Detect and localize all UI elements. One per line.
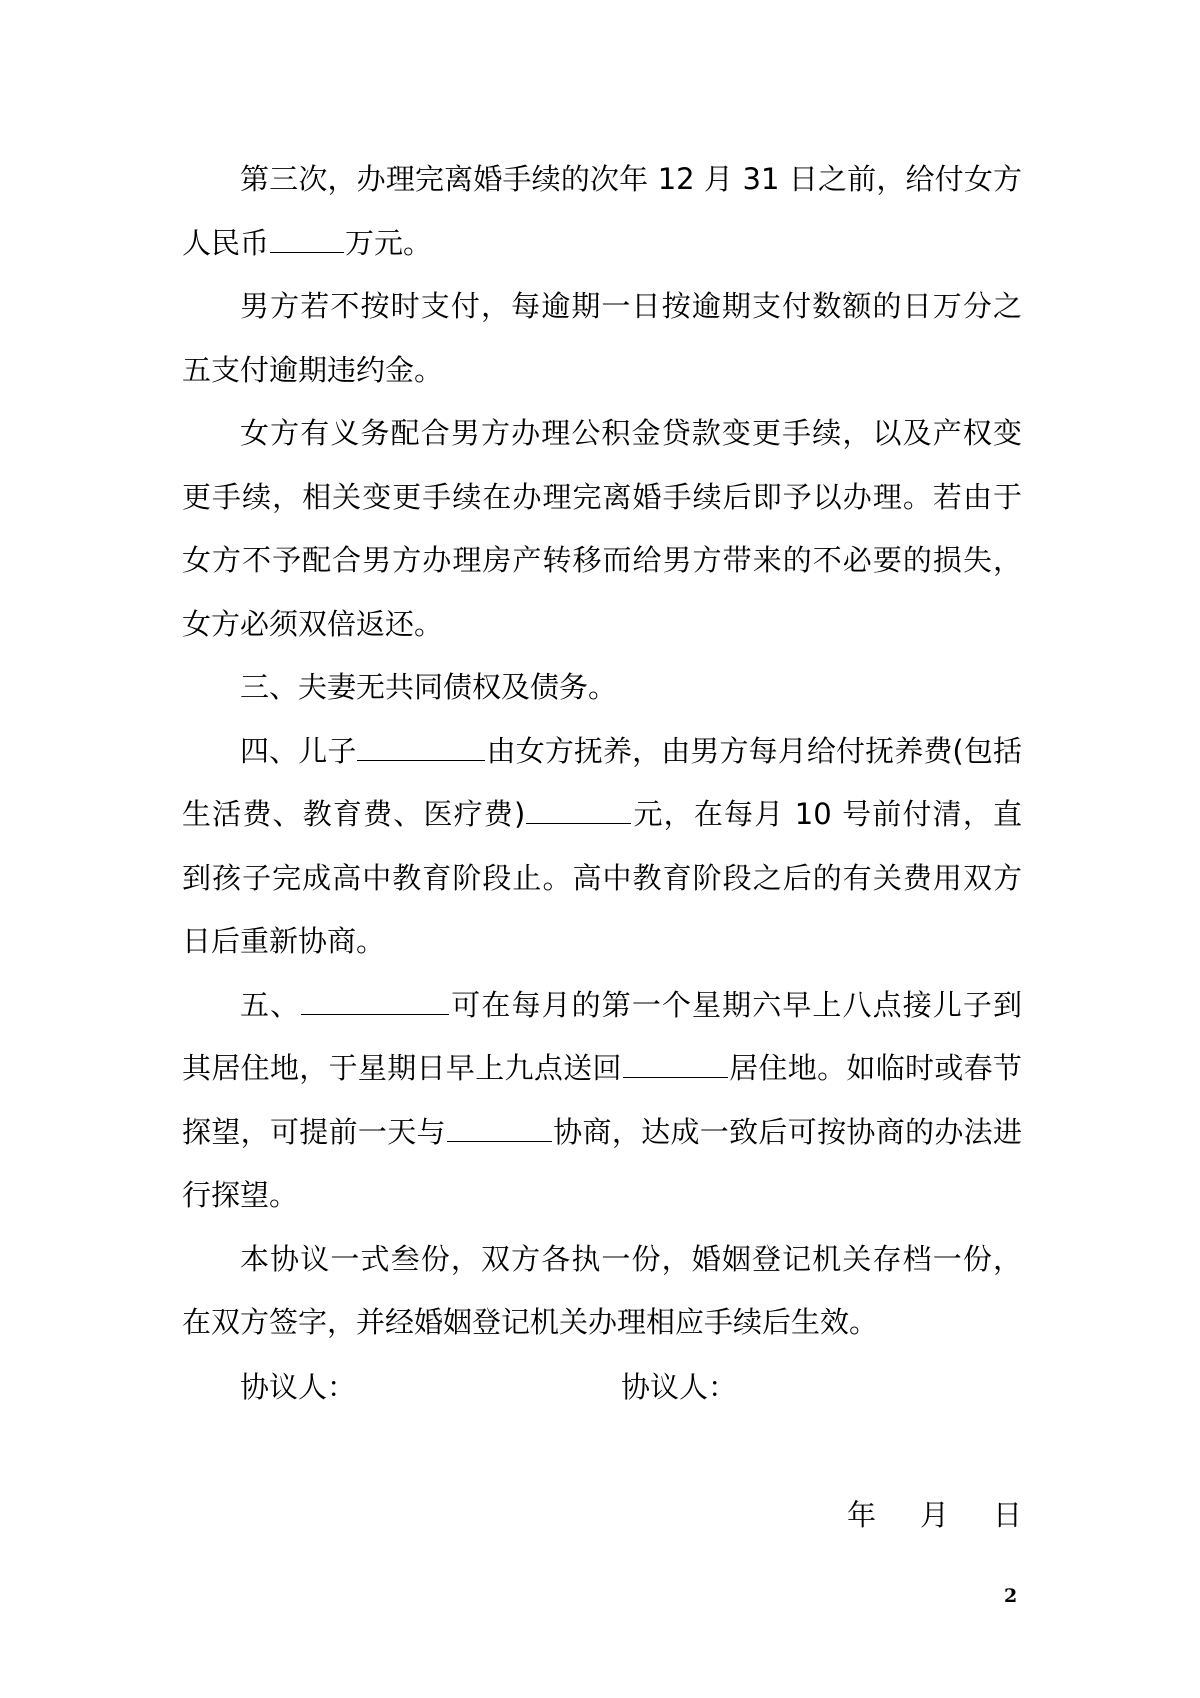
signature-row [240,1356,1020,1420]
paragraph-text: 四、儿子 [240,733,357,768]
signatory-left-label: 协议人： [240,1370,357,1404]
paragraph-text: 三、夫妻无共同债权及债务。 [240,670,618,704]
document-body [182,148,1022,1355]
paragraph-loan-transfer [182,402,1022,656]
paragraph-text: 元，在每月 10 号前付清，直到孩子完成高中教育阶段止。高中教育阶段之后的有关费用双方日后重新协商。 [182,797,1022,958]
paragraph-text: 居住地。如临时或春节探望，可提前一天与 [182,1051,1022,1149]
date-month-label: 月 [919,1498,949,1532]
signatory-right-label: 协议人： [621,1370,738,1404]
paragraph-text: 由女方抚养，由男方每月给付抚养费(包括生活费、教育费、医疗费) [182,733,1022,831]
page-number: 2 [1004,1585,1018,1607]
paragraph-late-penalty [182,275,1022,402]
signing-date [847,1484,1022,1548]
paragraph-text: 万元。 [345,225,433,260]
paragraph-third-payment [182,148,1022,275]
date-day-label: 日 [992,1498,1022,1532]
paragraph-debts [182,656,1022,720]
paragraph-text: 女方有义务配合男方办理公积金贷款变更手续，以及产权变更手续，相关变更手续在办理完离婚手续后即予以办理。若由于女方不予配合男方办理房产转移而给男方带来的不必要的损失，女方必须双倍返还。 [182,416,1022,641]
visiting-parent-blank [301,990,449,1015]
paragraph-visitation [182,974,1022,1228]
paragraph-text: 男方若不按时支付，每逾期一日按逾期支付数额的日万分之五支付逾期违约金。 [182,289,1022,387]
child-name-blank [357,736,485,761]
paragraph-text: 本协议一式叁份，双方各执一份，婚姻登记机关存档一份，在双方签字，并经婚姻登记机关办理相应手续后生效。 [182,1241,1022,1339]
paragraph-text: 协商，达成一致后可按协商的办法进行探望。 [182,1114,1022,1212]
paragraph-child-custody [182,720,1022,974]
paragraph-text: 第三次，办理完离婚手续的次年 12 月 31 日之前，给付女方人民币 [182,162,1022,260]
date-year-label: 年 [846,1498,876,1532]
negotiation-party-blank [447,1117,552,1142]
paragraph-text: 可在每月的第一个星期六早上八点接儿子到其居住地，于星期日早上九点送回 [182,987,1022,1085]
paragraph-text: 五、 [240,987,301,1022]
residence-blank [623,1053,728,1078]
support-amount-blank [526,799,631,824]
amount-blank [270,228,344,253]
paragraph-copies-effective [182,1228,1022,1355]
